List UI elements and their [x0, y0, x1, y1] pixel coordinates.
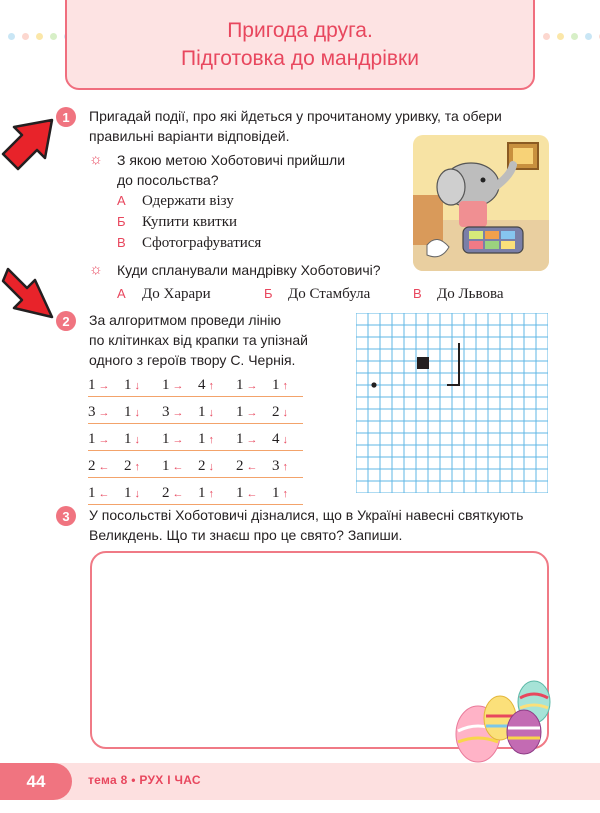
step-count: 4 — [198, 377, 206, 393]
option-text[interactable]: Одержати візу — [142, 193, 234, 209]
step-count: 1 — [162, 431, 170, 447]
step-count: 1 — [124, 431, 132, 447]
sun-bullet-icon: ☼ — [89, 261, 103, 278]
direction-arrow-icon: ↑ — [208, 488, 214, 500]
algorithm-row — [88, 456, 303, 478]
easter-eggs-icon — [450, 676, 560, 766]
algorithm-step — [236, 429, 258, 450]
direction-arrow-icon: ↑ — [208, 380, 214, 392]
direction-arrow-icon: ← — [98, 461, 110, 473]
question-1 — [117, 150, 345, 190]
step-count: 3 — [272, 458, 280, 474]
algorithm-step — [272, 456, 288, 477]
algorithm-step — [124, 402, 140, 423]
task-3-text-line1: У посольстві Хоботовичі дізналися, що в Україні навесні святкують — [89, 507, 524, 523]
algorithm-step — [162, 456, 184, 477]
page-number: 44 — [0, 763, 72, 800]
algorithm-step — [272, 402, 288, 423]
option-letter: А — [117, 193, 126, 208]
step-count: 2 — [272, 404, 280, 420]
algorithm-step — [124, 456, 140, 477]
page-footer — [0, 763, 600, 800]
task-2-text-line3: одного з героїв твору С. Чернія. — [89, 352, 296, 368]
option-letter: Б — [117, 214, 126, 229]
algorithm-step — [272, 483, 288, 504]
step-count: 1 — [272, 485, 280, 501]
step-count: 1 — [236, 431, 244, 447]
step-count: 1 — [124, 404, 132, 420]
page-title-box — [65, 0, 535, 90]
step-count: 1 — [236, 404, 244, 420]
step-count: 2 — [162, 485, 170, 501]
algorithm-step — [124, 375, 140, 396]
option-letter: В — [413, 286, 422, 301]
algorithm-row — [88, 375, 303, 397]
step-count: 1 — [272, 377, 280, 393]
step-count: 1 — [162, 458, 170, 474]
step-count: 2 — [124, 458, 132, 474]
task-1-text-line2: правильні варіанти відповідей. — [89, 128, 290, 144]
drawing-grid[interactable] — [356, 313, 548, 493]
page-title-line1: Пригода друга. — [227, 19, 373, 42]
direction-arrow-icon: ↓ — [134, 380, 140, 392]
direction-arrow-icon: ↓ — [208, 407, 214, 419]
step-count: 2 — [236, 458, 244, 474]
filled-cell — [417, 357, 429, 369]
direction-arrow-icon: ↑ — [282, 488, 288, 500]
direction-arrow-icon: → — [98, 407, 110, 419]
direction-arrow-icon: → — [246, 434, 258, 446]
option-text[interactable]: Купити квитки — [142, 214, 238, 230]
question-1-line1: З якою метою Хоботовичі прийшли — [117, 152, 346, 168]
step-count: 1 — [162, 377, 170, 393]
step-count: 4 — [272, 431, 280, 447]
algorithm-step — [162, 429, 184, 450]
option-text[interactable]: До Стамбула — [288, 286, 371, 302]
algorithm-step — [236, 456, 258, 477]
task-3-text-line2: Великдень. Що ти знаєш про це свято? Запиши. — [89, 527, 403, 543]
direction-arrow-icon: ↑ — [282, 380, 288, 392]
red-arrow-icon — [0, 265, 60, 325]
algorithm-step — [198, 402, 214, 423]
algorithm-step — [162, 375, 184, 396]
question-2: Куди спланували мандрівку Хоботовичі? — [117, 262, 381, 278]
direction-arrow-icon: ↑ — [282, 461, 288, 473]
algorithm-step — [198, 375, 214, 396]
step-count: 3 — [88, 404, 96, 420]
direction-arrow-icon: ← — [246, 488, 258, 500]
question-1-line2: до посольства? — [117, 172, 219, 188]
start-dot — [371, 382, 376, 387]
algorithm-step — [272, 375, 288, 396]
direction-arrow-icon: ↓ — [208, 461, 214, 473]
step-count: 1 — [198, 431, 206, 447]
step-count: 1 — [236, 485, 244, 501]
direction-arrow-icon: ↓ — [282, 434, 288, 446]
step-count: 1 — [88, 431, 96, 447]
step-count: 1 — [198, 404, 206, 420]
direction-arrow-icon: ↓ — [134, 407, 140, 419]
elephant-illustration — [413, 135, 549, 271]
step-count: 1 — [88, 377, 96, 393]
algorithm-step — [162, 402, 184, 423]
algorithm-step — [88, 456, 110, 477]
step-count: 2 — [198, 458, 206, 474]
direction-arrow-icon: ↑ — [134, 461, 140, 473]
option-text[interactable]: До Львова — [437, 286, 504, 302]
red-arrow-icon — [0, 116, 58, 174]
algorithm-step — [236, 375, 258, 396]
direction-arrow-icon: → — [172, 434, 184, 446]
direction-arrow-icon: ← — [172, 488, 184, 500]
option-letter: В — [117, 235, 126, 250]
algorithm-step — [236, 402, 258, 423]
option-text[interactable]: До Харари — [142, 286, 211, 302]
page-title-line2: Підготовка до мандрівки — [181, 47, 419, 70]
direction-arrow-icon: → — [98, 434, 110, 446]
algorithm-step — [272, 429, 288, 450]
direction-arrow-icon: → — [246, 380, 258, 392]
algorithm-step — [162, 483, 184, 504]
algorithm-step — [124, 483, 140, 504]
direction-arrow-icon: ← — [246, 461, 258, 473]
step-count: 2 — [88, 458, 96, 474]
algorithm-step — [198, 429, 214, 450]
sun-bullet-icon: ☼ — [89, 151, 103, 168]
direction-arrow-icon: → — [246, 407, 258, 419]
task-3-number: 3 — [56, 506, 76, 526]
direction-arrow-icon: ↓ — [134, 488, 140, 500]
step-count: 1 — [198, 485, 206, 501]
algorithm-step — [124, 429, 140, 450]
task-2-text-line1: За алгоритмом проведи лінію — [89, 312, 282, 328]
algorithm-step — [198, 456, 214, 477]
option-text[interactable]: Сфотографуватися — [142, 235, 262, 251]
direction-arrow-icon: ↓ — [134, 434, 140, 446]
algorithm-step — [236, 483, 258, 504]
step-count: 1 — [88, 485, 96, 501]
direction-arrow-icon: ← — [172, 461, 184, 473]
algorithm-row — [88, 483, 303, 505]
task-2-text-line2: по клітинках від крапки та упізнай — [89, 332, 308, 348]
direction-arrow-icon: → — [172, 380, 184, 392]
direction-arrow-icon: ← — [98, 488, 110, 500]
decorative-dots-right — [543, 30, 600, 42]
task-2-number: 2 — [56, 311, 76, 331]
direction-arrow-icon: ↑ — [208, 434, 214, 446]
direction-arrow-icon: → — [172, 407, 184, 419]
step-count: 1 — [236, 377, 244, 393]
algorithm-row — [88, 402, 303, 424]
task-2-text — [89, 310, 308, 370]
task-1-text-line1: Пригадай події, про які йдеться у прочитаному уривку, та обери — [89, 108, 502, 124]
option-letter: Б — [264, 286, 273, 301]
algorithm-step — [88, 375, 110, 396]
algorithm-step — [88, 429, 110, 450]
direction-arrow-icon: → — [98, 380, 110, 392]
direction-arrow-icon: ↓ — [282, 407, 288, 419]
algorithm-step — [198, 483, 214, 504]
task-3-text — [89, 505, 523, 545]
algorithm-row — [88, 429, 303, 451]
algorithm-step — [88, 483, 110, 504]
task-1-number: 1 — [56, 107, 76, 127]
option-letter: А — [117, 286, 126, 301]
step-count: 1 — [124, 377, 132, 393]
footer-theme-label: тема 8 • РУХ І ЧАС — [88, 773, 201, 787]
step-count: 3 — [162, 404, 170, 420]
algorithm-step — [88, 402, 110, 423]
step-count: 1 — [124, 485, 132, 501]
